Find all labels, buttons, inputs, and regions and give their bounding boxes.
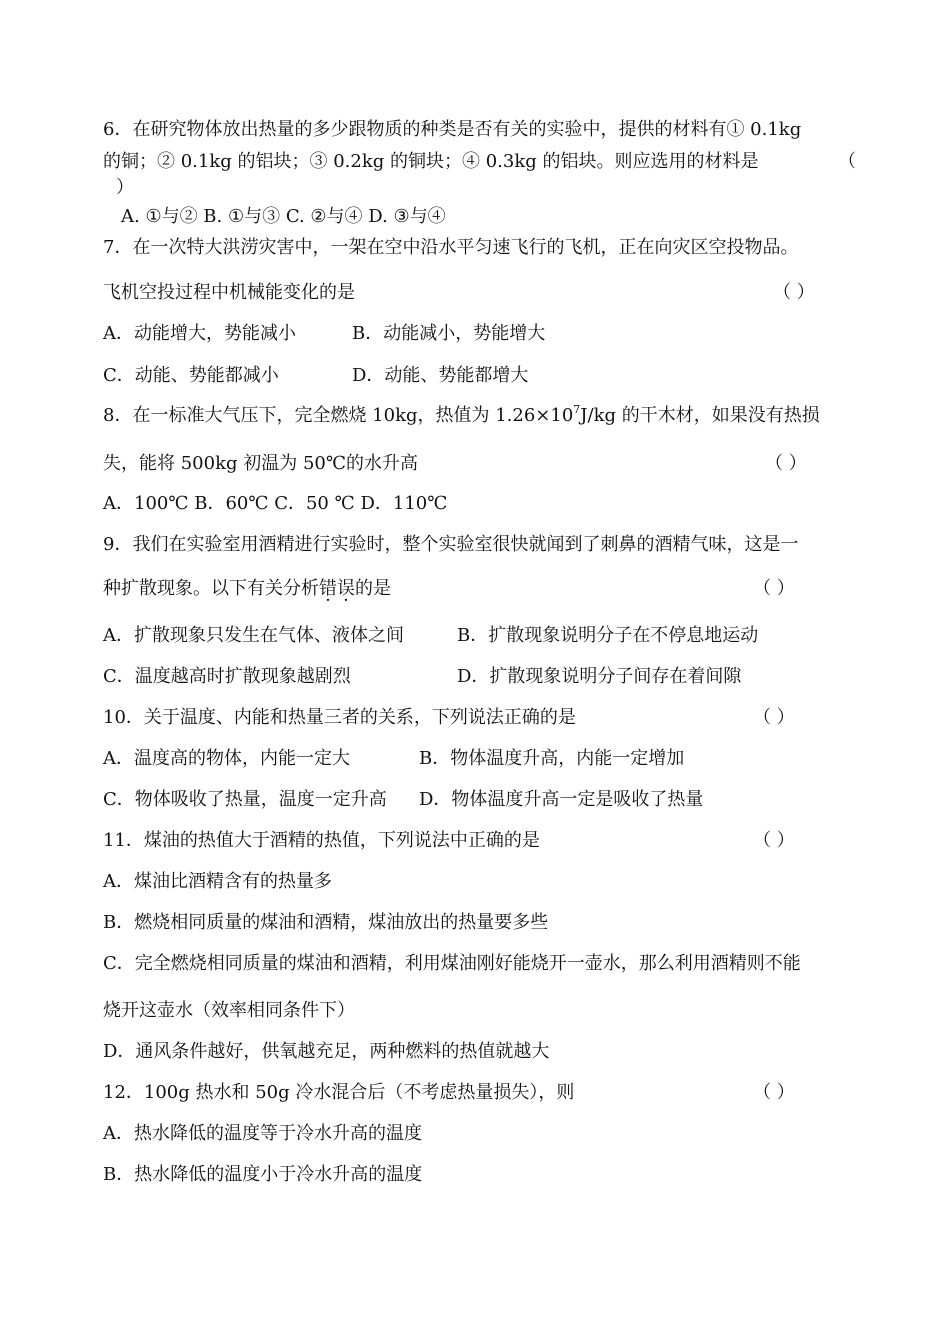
q12-option-a: A．热水降低的温度等于冷水升高的温度 [103, 1123, 422, 1144]
q11-option-d: D．通风条件越好，供氧越充足，两种燃料的热值就越大 [103, 1041, 550, 1062]
q7-option-c: C．动能、势能都减小 [103, 365, 279, 386]
q7-option-b: B．动能减小，势能增大 [352, 323, 546, 344]
q8-text-line1: 8．在一标准大气压下，完全燃烧 10kg，热值为 $1.26\times 10^7J/kg$ 的干木材，如果没有热损 [103, 403, 820, 426]
q11-answer-paren: （ ） [753, 830, 795, 851]
q7-option-a: A．动能增大，势能减小 [103, 323, 296, 344]
q9-option-a: A．扩散现象只发生在气体、液体之间 [103, 625, 404, 646]
q6-options: A. ①与② B. ①与③ C. ②与④ D. ③与④ [121, 206, 446, 227]
q9-option-d: D．扩散现象说明分子间存在着间隙 [457, 666, 742, 687]
q12-answer-paren: （ ） [753, 1082, 795, 1103]
q10-option-c: C．物体吸收了热量，温度一定升高 [103, 789, 387, 810]
q6-answer-paren-open: （ [838, 151, 856, 172]
q10-text: 10．关于温度、内能和热量三者的关系，下列说法正确的是 [103, 707, 576, 728]
q10-option-d: D．物体温度升高一定是吸收了热量 [419, 789, 704, 810]
q11-option-c-line1: C．完全燃烧相同质量的煤油和酒精，利用煤油刚好能烧开一壶水，那么利用酒精则不能 [103, 953, 801, 974]
q9-option-c: C．温度越高时扩散现象越剧烈 [103, 666, 351, 687]
q7-answer-paren: （ ） [773, 282, 815, 303]
q6-answer-paren-close: ） [116, 177, 134, 198]
q11-option-c-line2: 烧开这壶水（效率相同条件下） [103, 1000, 355, 1021]
q11-option-a: A．煤油比酒精含有的热量多 [103, 871, 332, 892]
q7-option-d: D．动能、势能都增大 [352, 365, 529, 386]
q9-text-line2: 种扩散现象。以下有关分析错误的是 [103, 578, 391, 599]
emphasis-dot: 误 [337, 578, 355, 599]
emphasis-dot: 错 [319, 578, 337, 599]
q6-text-line1: 6．在研究物体放出热量的多少跟物质的种类是否有关的实验中，提供的材料有① 0.1kg [103, 119, 802, 140]
q9-option-b: B．扩散现象说明分子在不停息地运动 [457, 625, 759, 646]
q10-option-a: A．温度高的物体，内能一定大 [103, 748, 350, 769]
q9-answer-paren: （ ） [753, 578, 795, 599]
q8-text-line2: 失，能将 500kg 初温为 50℃的水升高 [103, 453, 418, 474]
q7-text-line1: 7．在一次特大洪涝灾害中，一架在空中沿水平匀速飞行的飞机，正在向灾区空投物品。 [103, 237, 799, 258]
q11-option-b: B．燃烧相同质量的煤油和酒精，煤油放出的热量要多些 [103, 912, 549, 933]
q10-option-b: B．物体温度升高，内能一定增加 [419, 748, 685, 769]
q7-text-line2: 飞机空投过程中机械能变化的是 [103, 282, 355, 303]
q12-text: 12．100g 热水和 50g 冷水混合后（不考虑热量损失），则 [103, 1082, 575, 1103]
q8-answer-paren: （ ） [765, 453, 807, 474]
q6-text-line2: 的铜；② 0.1kg 的铝块；③ 0.2kg 的铜块；④ 0.3kg 的铝块。则应选用的材料是 [103, 151, 759, 172]
q9-text-line1: 9．我们在实验室用酒精进行实验时，整个实验室很快就闻到了刺鼻的酒精气味，这是一 [103, 534, 799, 555]
q8-options: A．100℃ B．60℃ C．50 ℃ D．110℃ [103, 493, 448, 514]
q12-option-b: B．热水降低的温度小于冷水升高的温度 [103, 1164, 423, 1185]
q11-text: 11．煤油的热值大于酒精的热值，下列说法中正确的是 [103, 830, 540, 851]
q10-answer-paren: （ ） [753, 707, 795, 728]
